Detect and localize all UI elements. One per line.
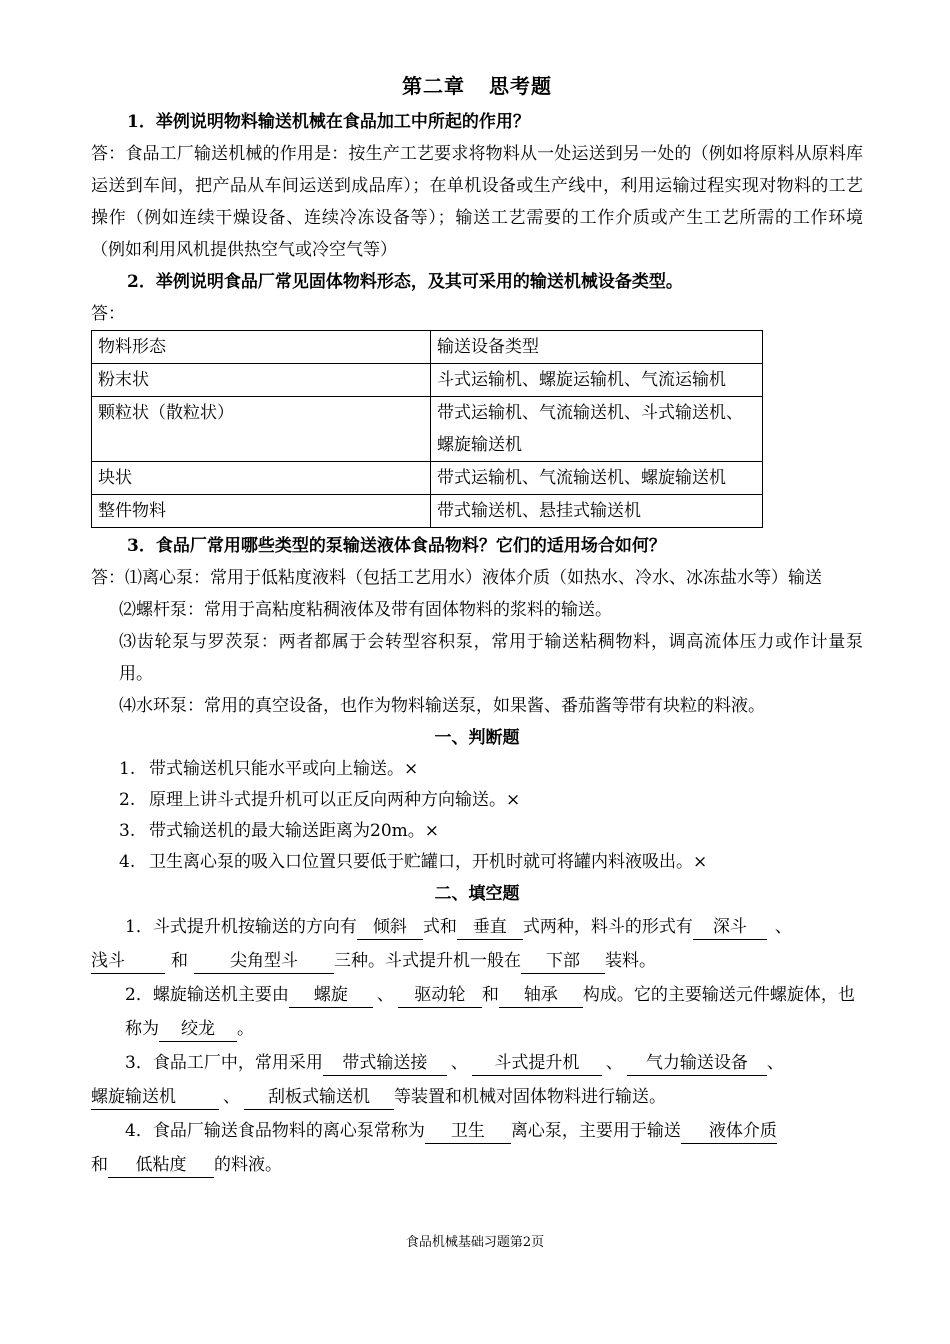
answer-3-item-4: ⑷水环泵：常用的真空设备，也作为物料输送泵，如果酱、番茄酱等带有块粒的料液。: [119, 696, 765, 716]
content: [91, 72, 863, 1182]
fill-item-2: [91, 978, 863, 1046]
fill-text: 4．食品厂输送食品物料的离心泵常称为: [125, 1121, 425, 1141]
fill-text: 的料液。: [214, 1155, 282, 1175]
answer-3-item-3: ⑶齿轮泵与罗茨泵：两者都属于会转型容积泵，常用于输送粘稠物料，调高流体压力或作计量泵用。: [119, 632, 863, 684]
fill-heading: 二、填空题: [434, 884, 520, 904]
fill-blank: 卫生: [425, 1119, 511, 1144]
chapter-title: [91, 72, 863, 100]
fill-text: 、: [774, 917, 792, 937]
fill-text: 、: [766, 1053, 784, 1073]
fill-blank: 气力输送设备: [627, 1051, 767, 1076]
judge-item: [91, 785, 863, 816]
table-header-cell: 输送设备类型: [431, 331, 763, 364]
material-table: [91, 330, 763, 528]
table-cell: 整件物料: [92, 495, 431, 528]
question-1: 1．举例说明物料输送机械在食品加工中所起的作用？: [127, 112, 530, 132]
fill-blank: 倾斜: [357, 915, 423, 940]
fill-text: 1．斗式提升机按输送的方向有: [125, 917, 357, 937]
fill-blank: 低粘度: [108, 1153, 214, 1178]
judge-item-number: 2.: [119, 790, 136, 810]
fill-item-4-cont: [91, 1148, 863, 1182]
fill-text: 。: [237, 1019, 254, 1039]
fill-text: 3．食品工厂中，常用采用: [125, 1053, 323, 1073]
fill-blank: 带式输送接: [323, 1051, 447, 1076]
fill-text: 装料。: [605, 951, 656, 971]
fill-text: 2．螺旋输送机主要由: [125, 985, 289, 1005]
fill-blank: 液体介质: [681, 1119, 777, 1144]
table-cell: 带式运输机、气流输送机、螺旋输送机: [431, 462, 763, 495]
answer-2-label: 答：: [91, 304, 125, 324]
table-cell: 块状: [92, 462, 431, 495]
fill-text: 等装置和机械对固体物料进行输送。: [394, 1087, 666, 1107]
answer-1: 答：食品工厂输送机械的作用是：按生产工艺要求将物料从一处运送到另一处的（例如将原料从原料库运送到车间，把产品从车间运送到成品库）；在单机设备或生产线中，利用运输过程实现对物料的工艺操作（例如连续干燥设备、连续冷冻设备等）；输送工艺需要的工作介质或产生工艺所需的工作环境（例如利用风机提供热空气或冷空气等）: [91, 144, 863, 260]
fill-blank: 刮板式输送机: [244, 1085, 394, 1110]
fill-text: 、: [223, 1087, 240, 1107]
table-cell: 粉末状: [92, 364, 431, 397]
table-cell: 带式运输机、气流输送机、斗式输送机、螺旋输送机: [431, 397, 763, 462]
question-3: 3．食品厂常用哪些类型的泵输送液体食品物料？它们的适用场合如何？: [127, 536, 666, 556]
judge-heading: 一、判断题: [434, 728, 520, 748]
fill-text: 式两种，料斗的形式有: [522, 917, 693, 937]
table-cell: 斗式运输机、螺旋运输机、气流运输机: [431, 364, 763, 397]
fill-text: 离心泵，主要用于输送: [510, 1121, 681, 1141]
judge-item: [91, 754, 863, 785]
fill-blank: 深斗: [693, 915, 767, 940]
fill-blank: 斗式提升机: [472, 1051, 602, 1076]
fill-text: 、: [376, 985, 394, 1005]
question-2: 2．举例说明食品厂常见固体物料形态，及其可采用的输送机械设备类型。: [127, 272, 683, 292]
table-header-cell: 物料形态: [92, 331, 431, 364]
fill-blank: 浅斗: [91, 949, 165, 974]
fill-blank: 轴承: [499, 983, 583, 1008]
chapter-title-part2: 思考题: [489, 74, 552, 98]
fill-blank: 驱动轮: [398, 983, 482, 1008]
judge-item-number: 3.: [119, 821, 136, 841]
table-cell: 颗粒状（散粒状）: [92, 397, 431, 462]
judge-item-text: 带式输送机只能水平或向上输送。×: [149, 759, 419, 779]
fill-blank: 垂直: [457, 915, 523, 940]
table-row: [92, 397, 763, 462]
table-header-row: [92, 331, 763, 364]
page-footer: 食品机械基础习题第2页: [405, 1235, 545, 1250]
judge-item: [91, 847, 863, 878]
judge-item-text: 卫生离心泵的吸入口位置只要低于贮罐口，开机时就可将罐内料液吸出。×: [149, 852, 708, 872]
judge-item: [91, 816, 863, 847]
judge-item-number: 1.: [119, 759, 136, 779]
fill-blank: 下部: [521, 949, 605, 974]
fill-text: 构成。它的主要输送元件螺旋体，也称为: [125, 985, 855, 1039]
fill-text: 式和: [422, 917, 457, 937]
fill-text: 和: [171, 951, 188, 971]
judge-item-text: 原理上讲斗式提升机可以正反向两种方向输送。×: [149, 790, 521, 810]
fill-item-1-cont: [91, 944, 863, 978]
fill-blank: 螺旋输送机: [91, 1085, 219, 1110]
fill-text: 、: [450, 1053, 468, 1073]
fill-item-1: [91, 910, 863, 944]
fill-item-3-cont: [91, 1080, 863, 1114]
chapter-title-part1: 第二章: [402, 74, 465, 98]
fill-item-4: [91, 1114, 863, 1148]
fill-item-3: [91, 1046, 863, 1080]
fill-text: 和: [91, 1155, 108, 1175]
table-row: [92, 495, 763, 528]
fill-text: 和: [481, 985, 499, 1005]
judge-item-text: 带式输送机的最大输送距离为20m。×: [149, 821, 439, 841]
fill-text: 、: [605, 1053, 623, 1073]
fill-text: 三种。斗式提升机一般在: [334, 951, 521, 971]
fill-blank: 绞龙: [159, 1017, 237, 1042]
answer-3-item-1: 答：⑴离心泵：常用于低粘度液料（包括工艺用水）液体介质（如热水、冷水、冰冻盐水等）输送: [91, 568, 822, 588]
fill-blank: 螺旋: [289, 983, 373, 1008]
answer-3-item-2: ⑵螺杆泵：常用于高粘度粘稠液体及带有固体物料的浆料的输送。: [119, 600, 612, 620]
table-cell: 带式输送机、悬挂式输送机: [431, 495, 763, 528]
fill-blank: 尖角型斗: [194, 949, 334, 974]
table-row: [92, 364, 763, 397]
judge-item-number: 4.: [119, 852, 136, 872]
table-row: [92, 462, 763, 495]
